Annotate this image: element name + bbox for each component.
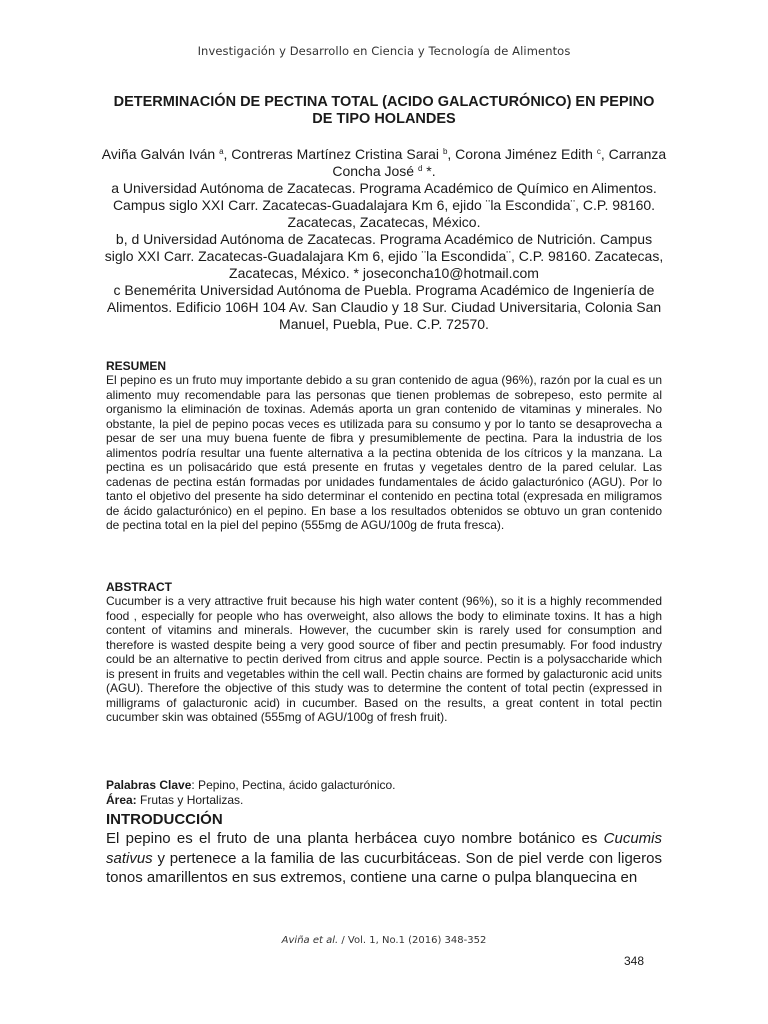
- area-label: Área:: [106, 793, 137, 807]
- resumen-heading: RESUMEN: [106, 359, 167, 373]
- author-name: Corona Jiménez Edith: [455, 146, 593, 162]
- area-line: [106, 793, 662, 808]
- author-affiliation-mark: a: [219, 147, 224, 156]
- abstract-section: [106, 580, 662, 725]
- intro-text-after: y pertenece a la familia de las cucurbitáceas. Son de piel verde con ligeros tonos amarillentos en sus extremos, contiene una carne o pulpa blanquecina en: [106, 849, 662, 886]
- introduction-heading: INTRODUCCIÓN: [106, 811, 223, 828]
- citation-details: / Vol. 1, No.1 (2016) 348-352: [338, 935, 487, 946]
- footer-citation: [0, 935, 768, 946]
- affiliation-c: c Benemérita Universidad Autónoma de Puebla. Programa Académico de Ingeniería de Alimentos. Edificio 106H 104 Av. San Claudio y 18 Sur. Ciudad Universitaria, Colonia San Manuel, Puebla, Pue. C.P. 72570.: [106, 282, 662, 332]
- resumen-section: [106, 359, 662, 533]
- keywords-block: [106, 778, 662, 808]
- author-name: Contreras Martínez Cristina Sarai: [231, 146, 440, 162]
- page-number: 348: [624, 954, 645, 968]
- abstract-heading: ABSTRACT: [106, 580, 172, 594]
- abstract-text: Cucumber is a very attractive fruit because his high water content (96%), so it is a highly recommended food , especially for people who has overweight, also allows the body to eliminate toxins. It has a high content of vitamins and minerals. However, the cucumber skin is rarely used for consumption and therefore is wasted despite being a very good source of fiber and pectin presumably. For food industry could be an alternative to pectin derived from citrus and apple source. Pectin is a polysaccharide which is present in fruits and vegetables within the cell wall. Pectin chains are formed by galacturonic acid units (AGU). Therefore the objective of this study was to determine the content of total pectin (expressed in milligrams of galacturonic acid) in cucumber. Based on the results, a great content in total pectin cucumber skin was obtained (555mg of AGU/100g of fresh fruit).: [106, 594, 662, 724]
- citation-authors: Aviña et al.: [281, 935, 339, 946]
- affiliation-a: a Universidad Autónoma de Zacatecas. Programa Académico de Químico en Alimentos. Campus siglo XXI Carr. Zacatecas-Guadalajara Km 6, ejido ¨la Escondida¨, C.P. 98160. Zacatecas, Zacatecas, México.: [111, 180, 657, 230]
- author-separator: *.: [422, 163, 436, 179]
- keywords-label: Palabras Clave: [106, 778, 192, 792]
- author-list: [100, 146, 668, 180]
- author-affiliation-mark: b: [442, 147, 448, 156]
- keywords-line: [106, 778, 662, 793]
- author-name: Aviña Galván Iván: [101, 146, 216, 162]
- paper-title: DETERMINACIÓN DE PECTINA TOTAL (ACIDO GALACTURÓNICO) EN PEPINO DE TIPO HOLANDES: [113, 94, 655, 127]
- species-name: Cucumis sativus: [106, 830, 662, 867]
- introduction-text: [106, 829, 662, 888]
- author-affiliation-mark: d: [417, 164, 423, 173]
- author-separator: ,: [223, 146, 232, 162]
- author-affiliation-mark: c: [596, 147, 601, 156]
- area-value: Frutas y Hortalizas.: [136, 793, 244, 807]
- authors-block: [100, 146, 668, 333]
- keywords-value: : Pepino, Pectina, ácido galacturónico.: [191, 778, 396, 792]
- author-separator: ,: [600, 146, 609, 162]
- intro-text-before: El pepino es el fruto de una planta herbácea cuyo nombre botánico es: [106, 830, 604, 847]
- affiliation-b-d: b, d Universidad Autónoma de Zacatecas. Programa Académico de Nutrición. Campus siglo XXI Carr. Zacatecas-Guadalajara Km 6, ejido ¨la Escondida¨, C.P. 98160. Zacatecas, Zacatecas, México. * joseconcha10@hotmail.com: [104, 231, 664, 281]
- author-name: Carranza Concha José: [332, 146, 667, 179]
- author-separator: ,: [447, 146, 456, 162]
- running-head: Investigación y Desarrollo en Ciencia y Tecnología de Alimentos: [197, 44, 571, 58]
- resumen-text: El pepino es un fruto muy importante debido a su gran contenido de agua (96%), razón por la cual es un alimento muy recomendable para las personas que tienen problemas de sobrepeso, esto permite al organismo la eliminación de toxinas. Además aporta un gran contenido de vitaminas y minerales. No obstante, la piel de pepino pocas veces es utilizada para su consumo y por lo tanto se desaprovecha a pesar de ser una muy buena fuente de fibra y presumiblemente de pectina. Para la industria de los alimentos podría resultar una fuente alternativa a la pectina obtenida de los cítricos y la manzana. La pectina es un polisacárido que está presente en frutas y vegetales dentro de la pared celular. Las cadenas de pectina están formadas por unidades fundamentales de ácido galacturónico (AGU). Por lo tanto el objetivo del presente ha sido determinar el contenido en pectina total (expresada en miligramos de ácido galacturónico) en el pepino. En base a los resultados obtenidos se obtuvo un gran contenido de pectina total en la piel del pepino (555mg de AGU/100g de fruta fresca).: [106, 373, 662, 532]
